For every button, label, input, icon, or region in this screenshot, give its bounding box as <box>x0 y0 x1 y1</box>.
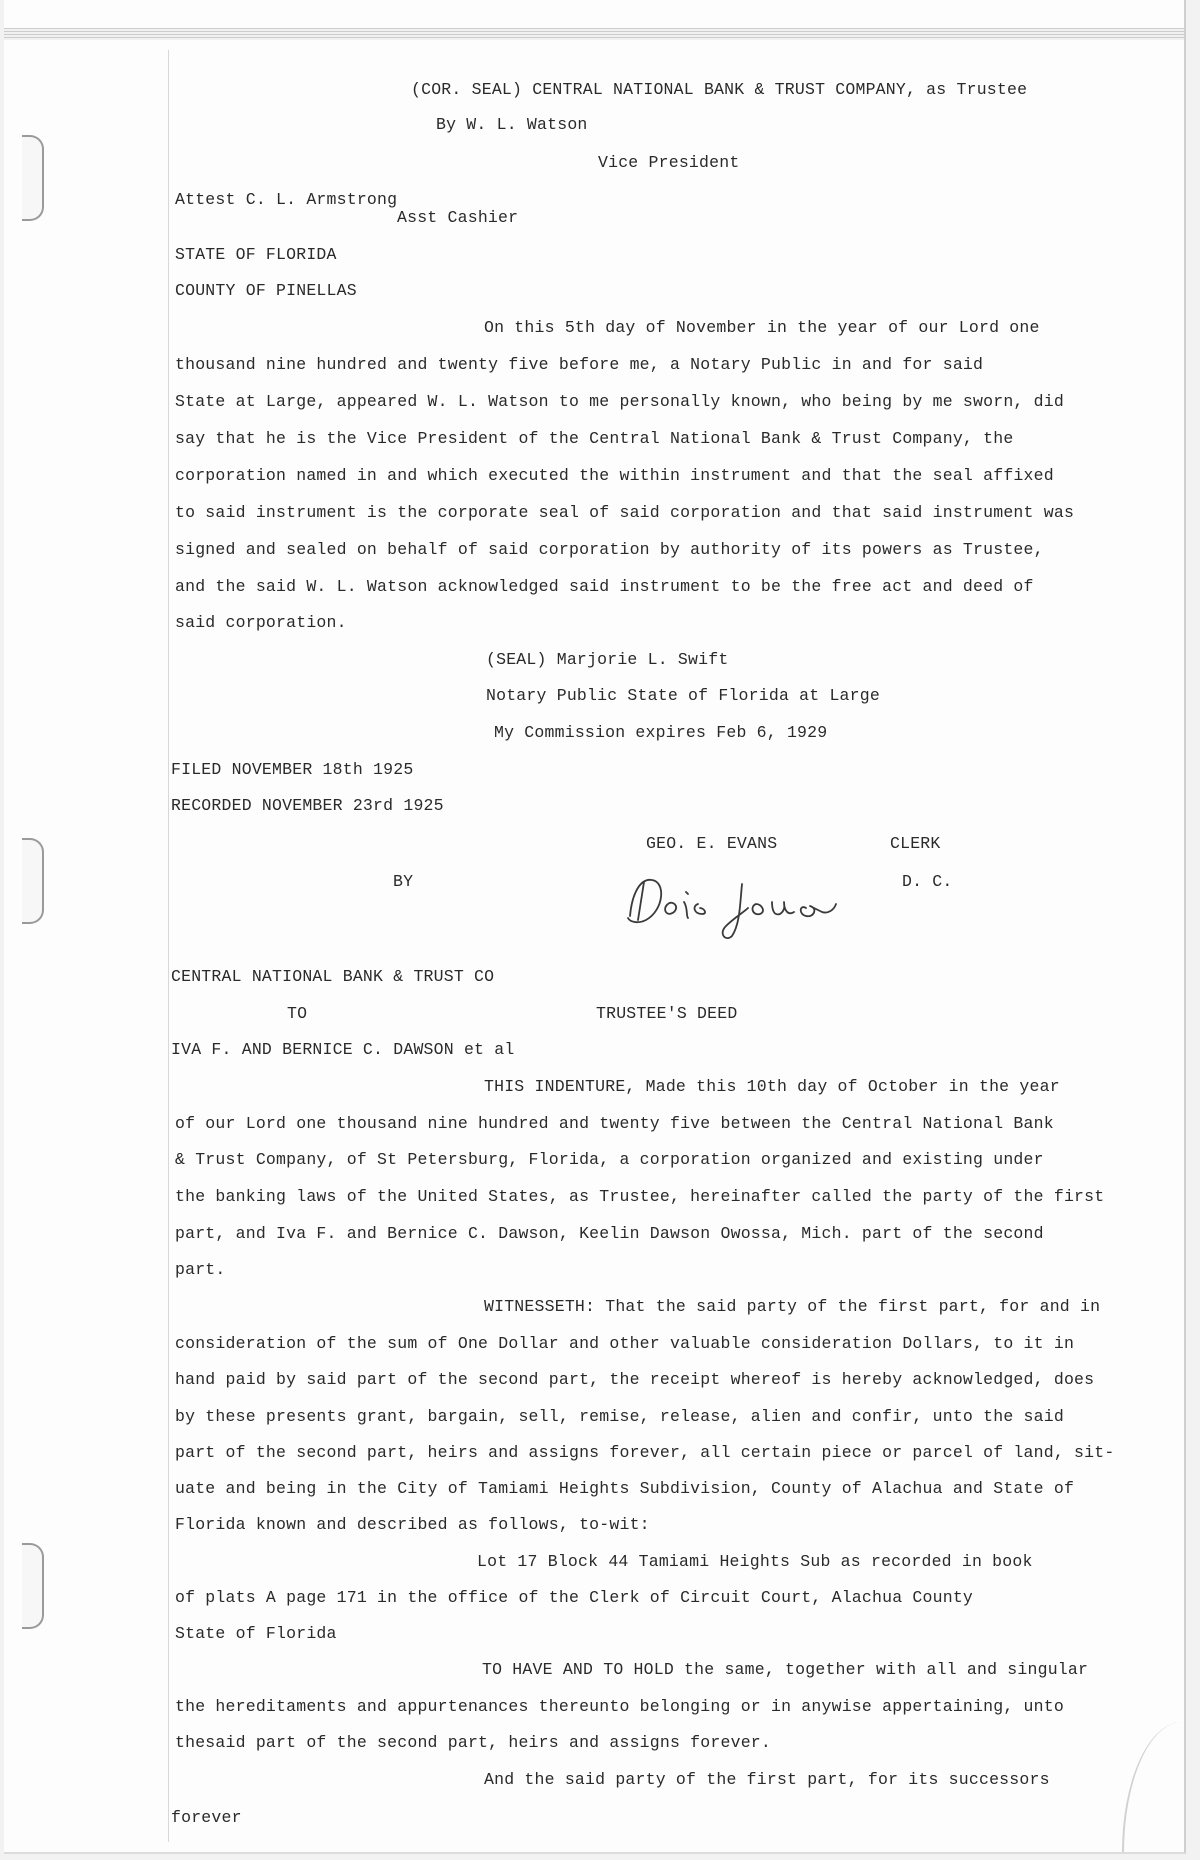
notary-text-line: said corporation. <box>175 613 347 632</box>
covenant-line: forever <box>171 1808 242 1827</box>
attest-line: Attest C. L. Armstrong <box>175 190 398 209</box>
deed-text-line: the banking laws of the United States, as Trustee, hereinafter called the party of the first <box>175 1187 1105 1206</box>
deed-text-line: THIS INDENTURE, Made this 10th day of October in the year <box>484 1077 1060 1096</box>
deed-text-line: consideration of the sum of One Dollar and other valuable consideration Dollars, to it in <box>175 1334 1075 1353</box>
notary-text-line: corporation named in and which executed the within instrument and that the seal affixed <box>175 466 1054 485</box>
property-description-line: of plats A page 171 in the office of the Clerk of Circuit Court, Alachua County <box>175 1588 974 1607</box>
notary-text-line: thousand nine hundred and twenty five before me, a Notary Public in and for said <box>175 355 984 374</box>
deed-text-line: hand paid by said part of the second part, the receipt whereof is hereby acknowledged, does <box>175 1370 1095 1389</box>
notary-text-line: signed and sealed on behalf of said corporation by authority of its powers as Trustee, <box>175 540 1044 559</box>
deed-text-line: by these presents grant, bargain, sell, remise, release, alien and confir, unto the said <box>175 1407 1064 1426</box>
top-rule <box>4 28 1184 40</box>
deed-text-line: Florida known and described as follows, to-wit: <box>175 1515 650 1534</box>
notary-text-line: On this 5th day of November in the year of our Lord one <box>484 318 1040 337</box>
habendum-line: the hereditaments and appurtenances thereunto belonging or in anywise appertaining, unto <box>175 1697 1064 1716</box>
clerk-name: GEO. E. EVANS <box>646 834 778 853</box>
notary-county: COUNTY OF PINELLAS <box>175 281 357 300</box>
deed-text-line: part, and Iva F. and Bernice C. Dawson, Keelin Dawson Owossa, Mich. part of the second <box>175 1224 1044 1243</box>
page-curl <box>1122 1722 1184 1852</box>
grantee-heading: IVA F. AND BERNICE C. DAWSON et al <box>171 1040 515 1059</box>
signer-line: By W. L. Watson <box>436 115 588 134</box>
by-label: BY <box>393 872 414 891</box>
signer-title: Vice President <box>598 153 740 172</box>
deputy-clerk-label: D. C. <box>902 872 953 891</box>
notary-seal-line: (SEAL) Marjorie L. Swift <box>486 650 729 669</box>
recorded-date: RECORDED NOVEMBER 23rd 1925 <box>171 796 444 815</box>
notary-commission-line: My Commission expires Feb 6, 1929 <box>494 723 828 742</box>
to-label: TO <box>287 1004 308 1023</box>
deed-text-line: & Trust Company, of St Petersburg, Florida, a corporation organized and existing under <box>175 1150 1044 1169</box>
deed-text-line: part. <box>175 1260 226 1279</box>
notary-state: STATE OF FLORIDA <box>175 245 337 264</box>
deed-text-line: of our Lord one thousand nine hundred and twenty five between the Central National Bank <box>175 1114 1054 1133</box>
habendum-line: thesaid part of the second part, heirs and assigns forever. <box>175 1733 771 1752</box>
property-description-line: Lot 17 Block 44 Tamiami Heights Sub as recorded in book <box>477 1552 1033 1571</box>
clerk-title: CLERK <box>890 834 941 853</box>
binder-hole <box>22 1543 44 1629</box>
document-page <box>4 0 1186 1854</box>
habendum-line: TO HAVE AND TO HOLD the same, together with all and singular <box>482 1660 1089 1679</box>
deputy-clerk-signature <box>622 864 862 940</box>
notary-title-line: Notary Public State of Florida at Large <box>486 686 880 705</box>
filed-date: FILED NOVEMBER 18th 1925 <box>171 760 414 779</box>
binder-hole <box>22 135 44 221</box>
deed-text-line: uate and being in the City of Tamiami Heights Subdivision, County of Alachua and State of <box>175 1479 1075 1498</box>
notary-text-line: and the said W. L. Watson acknowledged said instrument to be the free act and deed of <box>175 577 1034 596</box>
grantor-heading: CENTRAL NATIONAL BANK & TRUST CO <box>171 967 495 986</box>
attest-title: Asst Cashier <box>397 208 519 227</box>
margin-rule <box>168 50 169 1842</box>
deed-text-line: part of the second part, heirs and assigns forever, all certain piece or parcel of land, sit- <box>175 1443 1115 1462</box>
corporate-seal-line: (COR. SEAL) CENTRAL NATIONAL BANK & TRUST COMPANY, as Trustee <box>411 80 1028 99</box>
binder-hole <box>22 838 44 924</box>
notary-text-line: say that he is the Vice President of the Central National Bank & Trust Company, the <box>175 429 1014 448</box>
deed-type: TRUSTEE'S DEED <box>596 1004 738 1023</box>
notary-text-line: to said instrument is the corporate seal of said corporation and that said instrument was <box>175 503 1075 522</box>
deed-text-line: WITNESSETH: That the said party of the first part, for and in <box>484 1297 1101 1316</box>
property-description-line: State of Florida <box>175 1624 337 1643</box>
covenant-line: And the said party of the first part, for its successors <box>484 1770 1050 1789</box>
notary-text-line: State at Large, appeared W. L. Watson to me personally known, who being by me sworn, did <box>175 392 1064 411</box>
